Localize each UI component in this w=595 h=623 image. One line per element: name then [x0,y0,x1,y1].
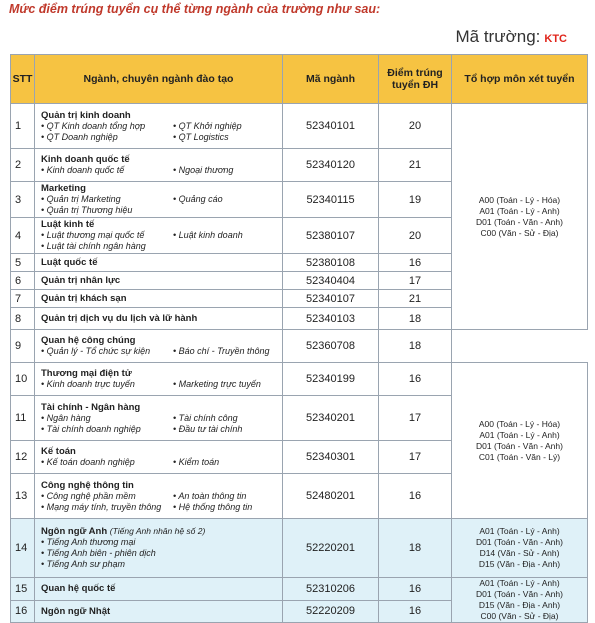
subject-combo: A01 (Toán - Lý - Anh) [479,578,560,588]
major-cell [35,363,283,396]
admission-score: 18 [379,519,452,578]
major-name: Quản trị khách sạn [41,293,127,304]
row-stt: 7 [11,290,35,308]
major-name: Marketing [41,183,86,194]
specialization-empty [173,559,278,570]
specialization-list [41,165,278,176]
specialization: • An toàn thông tin [173,490,247,501]
row-stt: 13 [11,474,35,519]
subject-combo: A01 (Toán - Lý - Anh) [479,429,560,440]
specialization-empty [173,548,278,559]
admission-score: 17 [379,272,452,290]
major-name: Ngôn ngữ Anh [41,526,108,537]
subject-combo-group [452,519,588,578]
specialization-list [41,457,278,468]
major-cell [35,441,283,474]
subject-combo: A01 (Toán - Lý - Anh) [479,205,560,216]
admission-score: 17 [379,396,452,441]
header-major: Ngành, chuyên ngành đào tạo [35,55,283,104]
specialization: • Quản trị Marketing [41,194,121,204]
major-name: Luật quốc tế [41,257,98,268]
row-stt: 11 [11,396,35,441]
subject-combo: D01 (Toán - Văn - Anh) [476,589,563,599]
specialization: • Đầu tư tài chính [173,423,243,434]
major-code: 52340107 [283,290,379,308]
subject-combo-group [452,578,588,623]
row-stt: 4 [11,218,35,254]
table-row [11,578,588,601]
major-code: 52340120 [283,149,379,182]
school-code-caption: Mã trường: [455,27,541,46]
school-code-label [456,27,568,47]
major-code: 52340101 [283,104,379,149]
specialization-list [41,379,278,390]
major-name: Công nghệ thông tin [41,479,134,491]
subject-combo: D14 (Văn - Sử - Anh) [479,548,560,558]
major-name: Quan hệ công chúng [41,335,136,346]
header-score: Điểm trúng tuyển ĐH [379,55,452,104]
specialization: • Tiếng Anh sư phạm [41,559,125,569]
major-cell [35,254,283,272]
row-stt: 10 [11,363,35,396]
table-row [11,363,588,396]
subject-combo: D01 (Toán - Văn - Anh) [476,440,563,451]
specialization: • Kinh doanh trực tuyến [41,379,135,389]
specialization: • Ngân hàng [41,412,91,423]
specialization: • Kinh doanh quốc tế [41,165,125,175]
subject-combo: C00 (Văn - Sử - Địa) [480,611,559,621]
major-name: Quản trị dịch vụ du lịch và lữ hành [41,313,198,324]
subject-combo-group [452,363,588,519]
table-row [11,519,588,578]
specialization: • Quản trị Thương hiệu [41,205,133,215]
specialization: • Báo chí - Truyền thông [173,346,270,356]
major-name: Quan hệ quốc tế [41,583,116,595]
major-cell [35,600,283,623]
major-name: Luật kinh tế [41,219,95,230]
major-name: Kế toán [41,446,76,457]
major-cell [35,308,283,330]
specialization: • Tài chính doanh nghiệp [41,423,141,434]
specialization: • Mạng máy tính, truyền thông [41,501,162,512]
major-cell [35,330,283,363]
major-code: 52220201 [283,519,379,578]
subject-combo: C01 (Toán - Văn - Lý) [478,451,561,462]
specialization: • QT Kinh doanh tổng hợp [41,120,146,131]
major-name: Tài chính - Ngân hàng [41,401,141,413]
major-code: 52310206 [283,578,379,601]
row-stt: 9 [11,330,35,363]
major-code: 52340115 [283,182,379,218]
major-cell [35,149,283,182]
major-note: (Tiếng Anh nhân hệ số 2) [109,526,206,536]
subject-combo: D15 (Văn - Địa - Anh) [478,600,561,610]
admission-score: 16 [379,254,452,272]
major-code: 52340201 [283,396,379,441]
specialization-list [41,537,278,570]
major-code: 52380108 [283,254,379,272]
admission-score: 18 [379,308,452,330]
row-stt: 5 [11,254,35,272]
admission-score: 17 [379,441,452,474]
admission-score-table [10,54,588,623]
major-name: Quản trị kinh doanh [41,109,131,121]
major-name: Ngôn ngữ Nhật [41,605,111,617]
admission-score: 21 [379,149,452,182]
row-stt: 6 [11,272,35,290]
header-combo: Tổ hợp môn xét tuyển [452,55,588,104]
specialization: • Quản lý - Tổ chức sự kiện [41,346,151,356]
specialization-list [41,194,278,216]
specialization: • Ngoại thương [173,165,234,175]
specialization: • Kế toán doanh nghiệp [41,457,135,467]
admission-score: 20 [379,218,452,254]
specialization: • Quảng cáo [173,194,223,204]
major-code: 52340199 [283,363,379,396]
subject-combo: A00 (Toán - Lý - Hóa) [478,418,561,429]
specialization: • Marketing trực tuyến [173,379,261,389]
header-code: Mã ngành [283,55,379,104]
specialization: • Tiếng Anh biên - phiên dịch [41,548,156,558]
specialization-list [41,230,278,252]
school-code-value: KTC [544,33,567,45]
admission-score: 18 [379,330,452,363]
major-code: 52360708 [283,330,379,363]
major-code: 52480201 [283,474,379,519]
specialization: • Luật kinh doanh [173,230,243,240]
major-code: 52340301 [283,441,379,474]
row-stt: 15 [11,578,35,601]
row-stt: 12 [11,441,35,474]
major-cell [35,290,283,308]
major-cell [35,578,283,601]
subject-combo: C00 (Văn - Sử - Địa) [480,227,559,238]
table-row [11,104,588,149]
major-name-wrap [41,526,278,537]
subject-combo-group [452,104,588,330]
subject-combo: D01 (Toán - Văn - Anh) [476,216,563,227]
major-cell [35,272,283,290]
row-stt: 3 [11,182,35,218]
specialization [173,241,278,252]
major-cell [35,519,283,578]
specialization: • Kiểm toán [173,457,220,467]
table-header-row [11,55,588,104]
major-name: Thương mại điện tử [41,368,132,379]
admission-score: 21 [379,290,452,308]
major-code: 52220209 [283,600,379,623]
admission-score: 16 [379,474,452,519]
subject-combo: D01 (Toán - Văn - Anh) [476,537,563,547]
row-stt: 16 [11,600,35,623]
specialization-list [41,413,278,435]
specialization: • Hệ thống thông tin [173,501,253,512]
specialization: • QT Doanh nghiệp [41,131,118,142]
admission-score: 16 [379,600,452,623]
major-cell [35,396,283,441]
major-name: Kinh doanh quốc tế [41,154,130,165]
admission-score: 16 [379,578,452,601]
major-cell [35,182,283,218]
admission-score: 19 [379,182,452,218]
major-code: 52340404 [283,272,379,290]
page-heading: Mức điểm trúng tuyển cụ thể từng ngành của trường như sau: [9,2,381,16]
major-cell [35,474,283,519]
subject-combo: A00 (Toán - Lý - Hóa) [478,194,561,205]
major-code: 52340103 [283,308,379,330]
major-code: 52380107 [283,218,379,254]
subject-combo: D15 (Văn - Địa - Anh) [478,559,561,569]
major-name: Quản trị nhân lực [41,275,121,286]
row-stt: 8 [11,308,35,330]
admission-score: 16 [379,363,452,396]
specialization [173,205,278,216]
specialization: • QT Logistics [173,131,229,142]
row-stt: 2 [11,149,35,182]
major-cell [35,104,283,149]
specialization-list [41,491,278,513]
specialization: • Tài chính công [173,412,238,423]
admission-score: 20 [379,104,452,149]
specialization: • Luật thương mại quốc tế [41,230,145,240]
specialization-empty [173,537,278,548]
specialization: • Luật tài chính ngân hàng [41,241,146,251]
major-cell [35,218,283,254]
header-stt: STT [11,55,35,104]
specialization-list [41,121,278,143]
specialization: • Tiếng Anh thương mại [41,537,136,547]
specialization-list [41,346,278,357]
specialization: • QT Khởi nghiệp [173,120,242,131]
table-row [11,330,588,363]
row-stt: 1 [11,104,35,149]
row-stt: 14 [11,519,35,578]
specialization: • Công nghệ phần mềm [41,490,136,501]
subject-combo: A01 (Toán - Lý - Anh) [479,526,560,536]
